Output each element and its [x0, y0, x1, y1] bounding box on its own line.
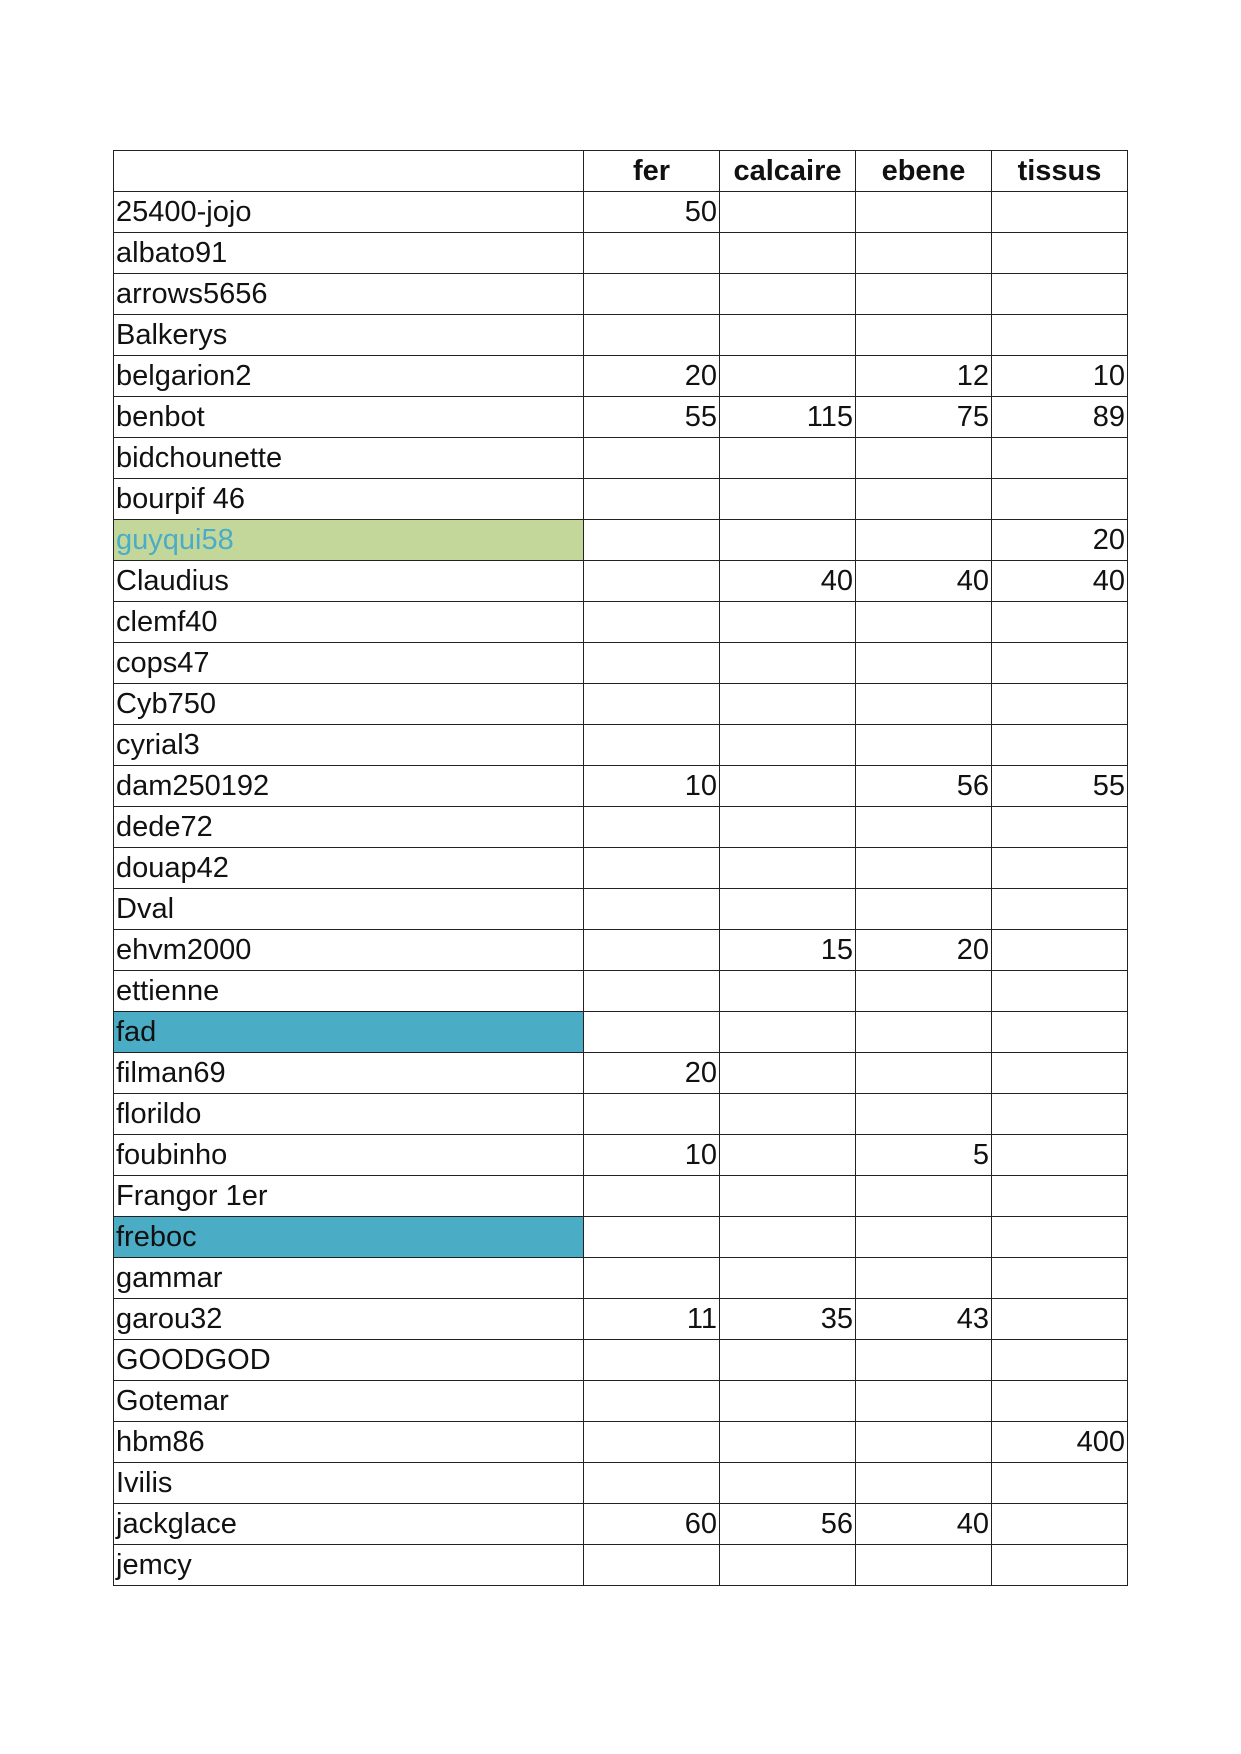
table-row: [114, 233, 1128, 274]
table-row: [114, 1299, 1128, 1340]
tissus-cell: 89: [992, 397, 1128, 438]
fer-cell: [584, 971, 720, 1012]
ebene-cell: [856, 848, 992, 889]
fer-cell: [584, 807, 720, 848]
calcaire-cell: [720, 1422, 856, 1463]
fer-cell: [584, 889, 720, 930]
tissus-cell: [992, 479, 1128, 520]
ebene-cell: [856, 438, 992, 479]
calcaire-cell: [720, 1545, 856, 1586]
header-ebene: ebene: [856, 151, 992, 192]
ebene-cell: [856, 192, 992, 233]
table-row: [114, 684, 1128, 725]
table-row: [114, 274, 1128, 315]
ebene-cell: 43: [856, 1299, 992, 1340]
fer-cell: [584, 520, 720, 561]
calcaire-cell: [720, 971, 856, 1012]
player-name-cell: belgarion2: [114, 356, 584, 397]
fer-cell: [584, 438, 720, 479]
fer-cell: [584, 233, 720, 274]
calcaire-cell: [720, 725, 856, 766]
table-row: [114, 438, 1128, 479]
tissus-cell: [992, 1094, 1128, 1135]
tissus-cell: [992, 1217, 1128, 1258]
player-name-cell: Claudius: [114, 561, 584, 602]
ebene-cell: [856, 1340, 992, 1381]
table-row: [114, 192, 1128, 233]
fer-cell: 55: [584, 397, 720, 438]
ebene-cell: [856, 684, 992, 725]
tissus-cell: [992, 1463, 1128, 1504]
player-name-cell: garou32: [114, 1299, 584, 1340]
player-name-cell: ehvm2000: [114, 930, 584, 971]
player-name-cell: arrows5656: [114, 274, 584, 315]
calcaire-cell: [720, 766, 856, 807]
fer-cell: 10: [584, 766, 720, 807]
ebene-cell: [856, 1258, 992, 1299]
calcaire-cell: 15: [720, 930, 856, 971]
ebene-cell: [856, 1463, 992, 1504]
table-row: [114, 848, 1128, 889]
table-row: [114, 930, 1128, 971]
calcaire-cell: [720, 684, 856, 725]
ebene-cell: [856, 233, 992, 274]
table-body: [114, 192, 1128, 1586]
table-row: [114, 1094, 1128, 1135]
table-row: [114, 1258, 1128, 1299]
tissus-cell: [992, 807, 1128, 848]
player-name-cell: dede72: [114, 807, 584, 848]
fer-cell: [584, 1340, 720, 1381]
table-row: [114, 1463, 1128, 1504]
tissus-cell: [992, 643, 1128, 684]
table-row: [114, 1545, 1128, 1586]
tissus-cell: [992, 1381, 1128, 1422]
table-row: [114, 1381, 1128, 1422]
fer-cell: [584, 643, 720, 684]
ebene-cell: [856, 520, 992, 561]
calcaire-cell: [720, 1463, 856, 1504]
header-calcaire: calcaire: [720, 151, 856, 192]
calcaire-cell: [720, 233, 856, 274]
fer-cell: [584, 1422, 720, 1463]
ebene-cell: [856, 602, 992, 643]
tissus-cell: [992, 274, 1128, 315]
player-name-cell: foubinho: [114, 1135, 584, 1176]
player-name-cell: clemf40: [114, 602, 584, 643]
fer-cell: [584, 725, 720, 766]
ebene-cell: 40: [856, 1504, 992, 1545]
ebene-cell: 40: [856, 561, 992, 602]
player-name-cell: Dval: [114, 889, 584, 930]
player-name-cell: filman69: [114, 1053, 584, 1094]
fer-cell: [584, 848, 720, 889]
table-row: [114, 1217, 1128, 1258]
tissus-cell: [992, 848, 1128, 889]
calcaire-cell: [720, 848, 856, 889]
table-row: [114, 1422, 1128, 1463]
player-name-cell: albato91: [114, 233, 584, 274]
table-row: [114, 1504, 1128, 1545]
fer-cell: [584, 1094, 720, 1135]
fer-cell: [584, 561, 720, 602]
fer-cell: [584, 1545, 720, 1586]
tissus-cell: [992, 684, 1128, 725]
calcaire-cell: [720, 1094, 856, 1135]
fer-cell: [584, 602, 720, 643]
tissus-cell: 10: [992, 356, 1128, 397]
calcaire-cell: 56: [720, 1504, 856, 1545]
table-row: [114, 315, 1128, 356]
header-row: [114, 151, 1128, 192]
ebene-cell: [856, 971, 992, 1012]
player-name-cell: gammar: [114, 1258, 584, 1299]
table-row: [114, 602, 1128, 643]
ebene-cell: 20: [856, 930, 992, 971]
ebene-cell: [856, 725, 992, 766]
table-row: [114, 520, 1128, 561]
fer-cell: 60: [584, 1504, 720, 1545]
fer-cell: 11: [584, 1299, 720, 1340]
tissus-cell: [992, 930, 1128, 971]
ebene-cell: [856, 274, 992, 315]
player-name-cell: bourpif 46: [114, 479, 584, 520]
header-blank-cell: [114, 151, 584, 192]
table-row: [114, 725, 1128, 766]
fer-cell: [584, 1258, 720, 1299]
fer-cell: [584, 684, 720, 725]
tissus-cell: [992, 1176, 1128, 1217]
tissus-cell: [992, 315, 1128, 356]
tissus-cell: 40: [992, 561, 1128, 602]
table-row: [114, 889, 1128, 930]
calcaire-cell: [720, 315, 856, 356]
calcaire-cell: [720, 1176, 856, 1217]
tissus-cell: [992, 438, 1128, 479]
calcaire-cell: [720, 438, 856, 479]
fer-cell: [584, 1217, 720, 1258]
calcaire-cell: 115: [720, 397, 856, 438]
calcaire-cell: [720, 1381, 856, 1422]
tissus-cell: [992, 1545, 1128, 1586]
calcaire-cell: [720, 274, 856, 315]
calcaire-cell: [720, 1135, 856, 1176]
fer-cell: [584, 479, 720, 520]
table-row: [114, 561, 1128, 602]
tissus-cell: [992, 1504, 1128, 1545]
table-row: [114, 1012, 1128, 1053]
header-fer: fer: [584, 151, 720, 192]
ebene-cell: [856, 889, 992, 930]
calcaire-cell: [720, 520, 856, 561]
ebene-cell: [856, 1012, 992, 1053]
tissus-cell: [992, 602, 1128, 643]
player-name-cell: ettienne: [114, 971, 584, 1012]
fer-cell: [584, 274, 720, 315]
calcaire-cell: [720, 1053, 856, 1094]
fer-cell: 20: [584, 1053, 720, 1094]
player-name-cell: 25400-jojo: [114, 192, 584, 233]
fer-cell: [584, 1381, 720, 1422]
table-row: [114, 1176, 1128, 1217]
ebene-cell: 56: [856, 766, 992, 807]
tissus-cell: [992, 1258, 1128, 1299]
ebene-cell: [856, 1545, 992, 1586]
calcaire-cell: 40: [720, 561, 856, 602]
tissus-cell: [992, 1012, 1128, 1053]
player-name-cell: florildo: [114, 1094, 584, 1135]
fer-cell: [584, 1176, 720, 1217]
ebene-cell: [856, 479, 992, 520]
player-name-cell: jackglace: [114, 1504, 584, 1545]
calcaire-cell: 35: [720, 1299, 856, 1340]
player-name-cell: bidchounette: [114, 438, 584, 479]
player-name-cell: Frangor 1er: [114, 1176, 584, 1217]
calcaire-cell: [720, 192, 856, 233]
header-tissus: tissus: [992, 151, 1128, 192]
table-row: [114, 766, 1128, 807]
calcaire-cell: [720, 1217, 856, 1258]
tissus-cell: 55: [992, 766, 1128, 807]
tissus-cell: [992, 1135, 1128, 1176]
calcaire-cell: [720, 643, 856, 684]
player-name-cell: Cyb750: [114, 684, 584, 725]
fer-cell: 50: [584, 192, 720, 233]
table-row: [114, 1135, 1128, 1176]
ebene-cell: [856, 807, 992, 848]
tissus-cell: [992, 725, 1128, 766]
tissus-cell: [992, 192, 1128, 233]
calcaire-cell: [720, 807, 856, 848]
ebene-cell: [856, 1217, 992, 1258]
player-name-cell: dam250192: [114, 766, 584, 807]
ebene-cell: 5: [856, 1135, 992, 1176]
tissus-cell: 20: [992, 520, 1128, 561]
player-name-cell: fad: [114, 1012, 584, 1053]
ebene-cell: [856, 1053, 992, 1094]
player-name-cell: freboc: [114, 1217, 584, 1258]
fer-cell: 10: [584, 1135, 720, 1176]
player-name-cell: GOODGOD: [114, 1340, 584, 1381]
player-name-cell: benbot: [114, 397, 584, 438]
tissus-cell: [992, 1299, 1128, 1340]
tissus-cell: [992, 1340, 1128, 1381]
ebene-cell: [856, 315, 992, 356]
table-row: [114, 397, 1128, 438]
table-row: [114, 971, 1128, 1012]
calcaire-cell: [720, 356, 856, 397]
player-name-cell: douap42: [114, 848, 584, 889]
fer-cell: [584, 315, 720, 356]
table-row: [114, 356, 1128, 397]
calcaire-cell: [720, 479, 856, 520]
player-name-cell: jemcy: [114, 1545, 584, 1586]
resource-table: [113, 150, 1128, 1586]
fer-cell: [584, 1012, 720, 1053]
player-name-cell: Balkerys: [114, 315, 584, 356]
tissus-cell: [992, 233, 1128, 274]
player-name-cell: Ivilis: [114, 1463, 584, 1504]
calcaire-cell: [720, 602, 856, 643]
fer-cell: [584, 930, 720, 971]
ebene-cell: [856, 643, 992, 684]
ebene-cell: 12: [856, 356, 992, 397]
player-name-cell: guyqui58: [114, 520, 584, 561]
table-row: [114, 807, 1128, 848]
tissus-cell: [992, 971, 1128, 1012]
calcaire-cell: [720, 1258, 856, 1299]
ebene-cell: [856, 1176, 992, 1217]
tissus-cell: 400: [992, 1422, 1128, 1463]
table-row: [114, 1053, 1128, 1094]
player-name-cell: hbm86: [114, 1422, 584, 1463]
ebene-cell: [856, 1422, 992, 1463]
ebene-cell: [856, 1381, 992, 1422]
table-row: [114, 479, 1128, 520]
player-name-cell: cyrial3: [114, 725, 584, 766]
calcaire-cell: [720, 1340, 856, 1381]
calcaire-cell: [720, 889, 856, 930]
ebene-cell: [856, 1094, 992, 1135]
ebene-cell: 75: [856, 397, 992, 438]
fer-cell: 20: [584, 356, 720, 397]
table-row: [114, 643, 1128, 684]
fer-cell: [584, 1463, 720, 1504]
table-row: [114, 1340, 1128, 1381]
calcaire-cell: [720, 1012, 856, 1053]
tissus-cell: [992, 889, 1128, 930]
player-name-cell: Gotemar: [114, 1381, 584, 1422]
tissus-cell: [992, 1053, 1128, 1094]
player-name-cell: cops47: [114, 643, 584, 684]
